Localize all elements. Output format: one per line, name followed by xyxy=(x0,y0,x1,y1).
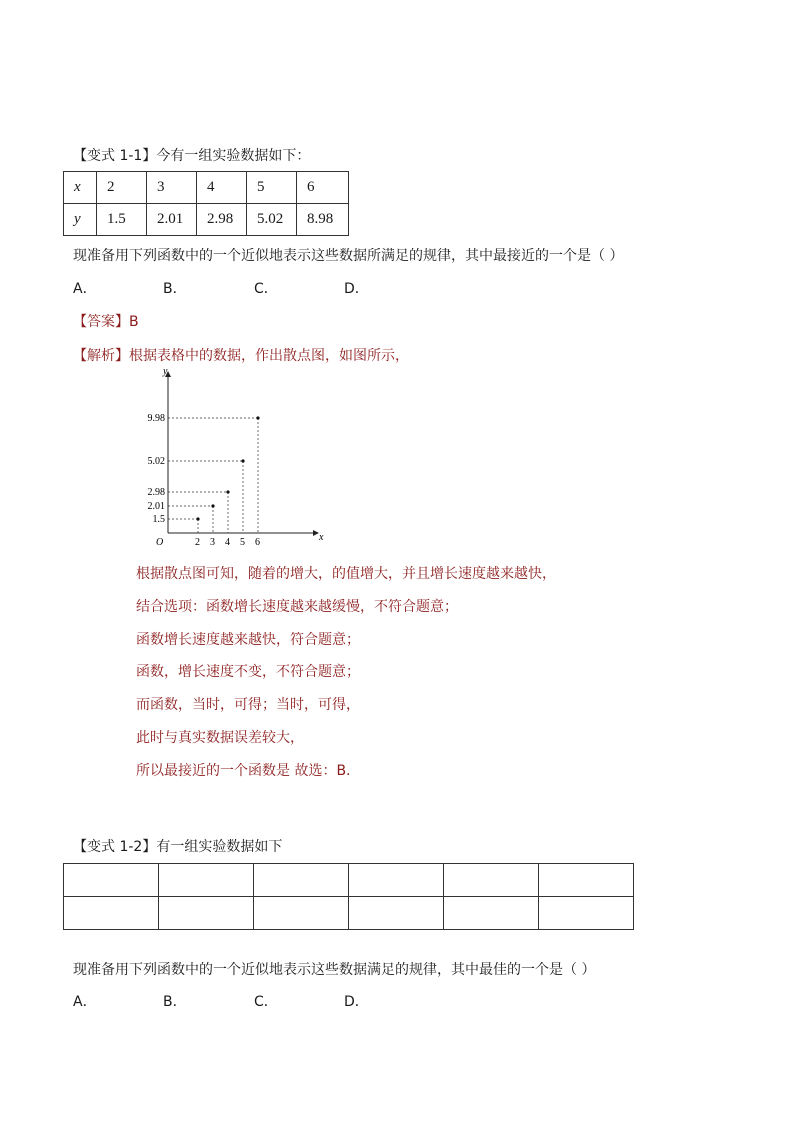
y-tick-label: 1.5 xyxy=(152,514,165,525)
data-point xyxy=(256,416,259,419)
scatter-plot xyxy=(135,365,325,550)
table-cell xyxy=(64,864,159,897)
table-cell: 6 xyxy=(297,172,349,204)
table-cell xyxy=(159,897,254,930)
table-cell: 2.01 xyxy=(147,204,197,236)
x-tick-label: 4 xyxy=(225,537,230,548)
table-cell: 2 xyxy=(97,172,147,204)
answer-line xyxy=(73,311,139,331)
y-tick-label: 2.98 xyxy=(147,487,165,498)
x-tick-label: 5 xyxy=(240,537,245,548)
table-cell: 3 xyxy=(147,172,197,204)
table-cell xyxy=(349,897,444,930)
analysis-line xyxy=(73,345,409,365)
table-cell: 1.5 xyxy=(97,204,147,236)
x-tick-label: 2 xyxy=(195,537,200,548)
answer-value: B xyxy=(129,314,139,330)
analysis-text: 根据表格中的数据，作出散点图，如图所示， xyxy=(129,348,409,364)
option-a: A． xyxy=(73,994,97,1010)
table-cell: 5 xyxy=(247,172,297,204)
analysis-line-6: 此时与真实数据误差较大， xyxy=(136,730,304,746)
data-point xyxy=(226,490,229,493)
table-cell xyxy=(539,897,634,930)
v2-data-table xyxy=(63,863,634,930)
x-tick-label: 3 xyxy=(210,537,215,548)
table-cell: y xyxy=(64,204,97,236)
option-a: A． xyxy=(73,281,97,297)
table-cell xyxy=(349,864,444,897)
analysis-label: 【解析】 xyxy=(73,348,129,364)
x-tick-label: 6 xyxy=(255,537,260,548)
option-c: C． xyxy=(254,994,278,1010)
table-cell xyxy=(539,864,634,897)
table-cell xyxy=(64,897,159,930)
analysis-line-7: 所以最接近的一个函数是 故选：B. xyxy=(136,763,351,779)
y-tick-label: 9.98 xyxy=(147,413,165,424)
table-cell xyxy=(254,897,349,930)
option-b: B． xyxy=(163,994,187,1010)
option-c: C． xyxy=(254,281,278,297)
v1-data-table xyxy=(63,171,349,236)
table-row xyxy=(64,897,634,930)
analysis-line-4: 函数，增长速度不变，不符合题意； xyxy=(136,664,360,680)
analysis-line-2: 结合选项：函数增长速度越来越缓慢，不符合题意； xyxy=(136,599,458,615)
x-axis-label: x xyxy=(319,532,324,543)
table-cell: 4 xyxy=(197,172,247,204)
v1-heading: 【变式 1-1】今有一组实验数据如下： xyxy=(73,148,311,164)
origin-label: O xyxy=(156,537,164,548)
y-tick-label: 5.02 xyxy=(147,456,165,467)
v1-question: 现准备用下列函数中的一个近似地表示这些数据所满足的规律，其中最接近的一个是（ ） xyxy=(73,248,624,264)
table-cell: 8.98 xyxy=(297,204,349,236)
data-point xyxy=(196,517,199,520)
table-row xyxy=(64,864,634,897)
table-cell xyxy=(254,864,349,897)
analysis-line-5: 而函数，当时，可得；当时，可得， xyxy=(136,697,360,713)
table-row xyxy=(64,204,349,236)
y-tick-label: 2.01 xyxy=(147,501,165,512)
v2-question: 现准备用下列函数中的一个近似地表示这些数据满足的规律，其中最佳的一个是（ ） xyxy=(73,962,596,978)
option-d: D． xyxy=(344,281,369,297)
data-point xyxy=(211,504,214,507)
table-cell xyxy=(444,864,539,897)
data-point xyxy=(241,459,244,462)
table-cell: 2.98 xyxy=(197,204,247,236)
table-row xyxy=(64,172,349,204)
table-cell: 5.02 xyxy=(247,204,297,236)
table-cell xyxy=(159,864,254,897)
option-d: D． xyxy=(344,994,369,1010)
y-axis-label: y xyxy=(163,366,168,377)
table-cell: x xyxy=(64,172,97,204)
analysis-line-1: 根据散点图可知，随着的增大，的值增大，并且增长速度越来越快， xyxy=(136,566,556,582)
answer-label: 【答案】 xyxy=(73,314,129,330)
table-cell xyxy=(444,897,539,930)
v2-heading: 【变式 1-2】有一组实验数据如下 xyxy=(73,839,283,855)
analysis-line-3: 函数增长速度越来越快，符合题意； xyxy=(136,632,360,648)
option-b: B． xyxy=(163,281,187,297)
